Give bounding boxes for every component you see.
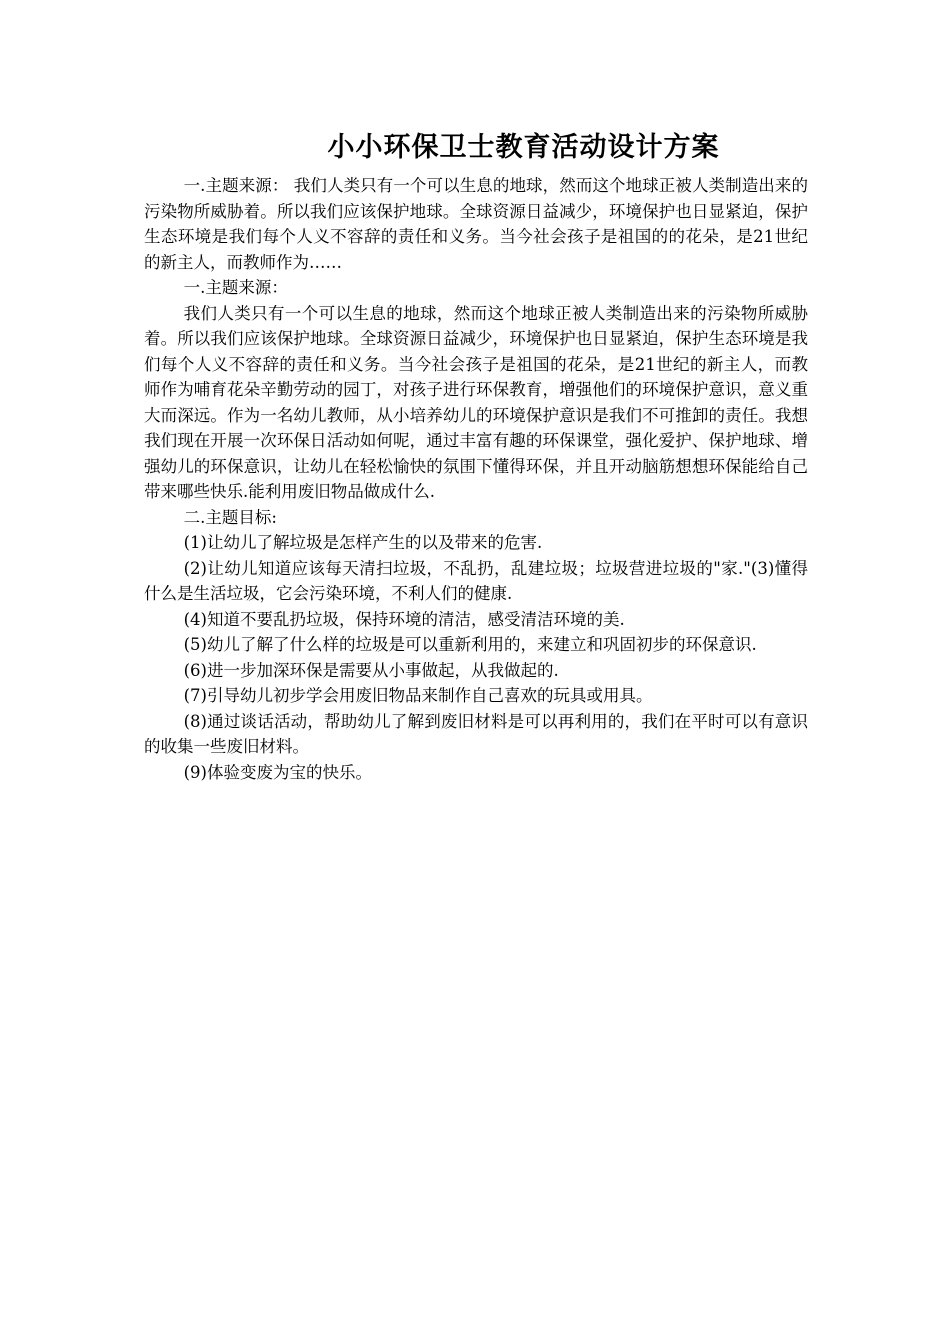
goal-item-7: (7)引导幼儿初步学会用废旧物品来制作自己喜欢的玩具或用具。: [183, 686, 653, 705]
goal-item-4: (4)知道不要乱扔垃圾，保持环境的清洁，感受清洁环境的美.: [183, 609, 625, 629]
goal-item-6: (6)进一步加深环保是需要从小事做起，从我做起的.: [183, 660, 559, 680]
paragraph-source-summary: 一.主题来源： 我们人类只有一个可以生息的地球，然而这个地球正被人类制造出来的污染物所威胁着。所以我们应该保护地球。全球资源日益减少，环境保护也日显紧迫，保护生态环境是我们每个人义不容辞的责任和义务。当今社会孩子是祖国的的花朵，是21世纪的新主人，而教师作为……: [144, 176, 808, 272]
goal-item-5: (5)幼儿了解了什么样的垃圾是可以重新利用的，来建立和巩固初步的环保意识.: [183, 635, 757, 654]
heading-source: 一.主题来源：: [183, 278, 288, 297]
paragraph-source-full: 我们人类只有一个可以生息的地球，然而这个地球正被人类制造出来的污染物所威胁着。所以我们应该保护地球。全球资源日益减少，环境保护也日显紧迫，保护生态环境是我们每个人义不容辞的责任和义务。当今社会孩子是祖国的花朵，是21世纪的新主人，而教师作为哺育花朵辛勤劳动的园丁，对孩子进行环保教育，增强他们的环境保护意识，意义重大而深远。作为一名幼儿教师，从小培养幼儿的环境保护意识是我们不可推卸的责任。我想我们现在开展一次环保日活动如何呢，通过丰富有趣的环保课堂，强化爱护、保护地球、增强幼儿的环保意识，让幼儿在轻松愉快的氛围下懂得环保，并且开动脑筋想想环保能给自己带来哪些快乐.能利用废旧物品做成什么.: [144, 303, 808, 501]
goal-item-1: (1)让幼儿了解垃圾是怎样产生的以及带来的危害.: [183, 533, 543, 552]
document-body: [144, 173, 808, 785]
goal-item-2-3: (2)让幼儿知道应该每天清扫垃圾，不乱扔，乱建垃圾；垃圾营进垃圾的"家."(3)懂得什么是生活垃圾，它会污染环境，不利人们的健康.: [144, 558, 808, 603]
goal-item-8: (8)通过谈话活动，帮助幼儿了解到废旧材料是可以再利用的，我们在平时可以有意识的收集一些废旧材料。: [144, 711, 808, 756]
document-title: 小小环保卫士教育活动设计方案: [327, 132, 720, 163]
goal-item-9: (9)体验变废为宝的快乐。: [183, 762, 372, 782]
heading-goals: 二.主题目标:: [183, 507, 277, 527]
